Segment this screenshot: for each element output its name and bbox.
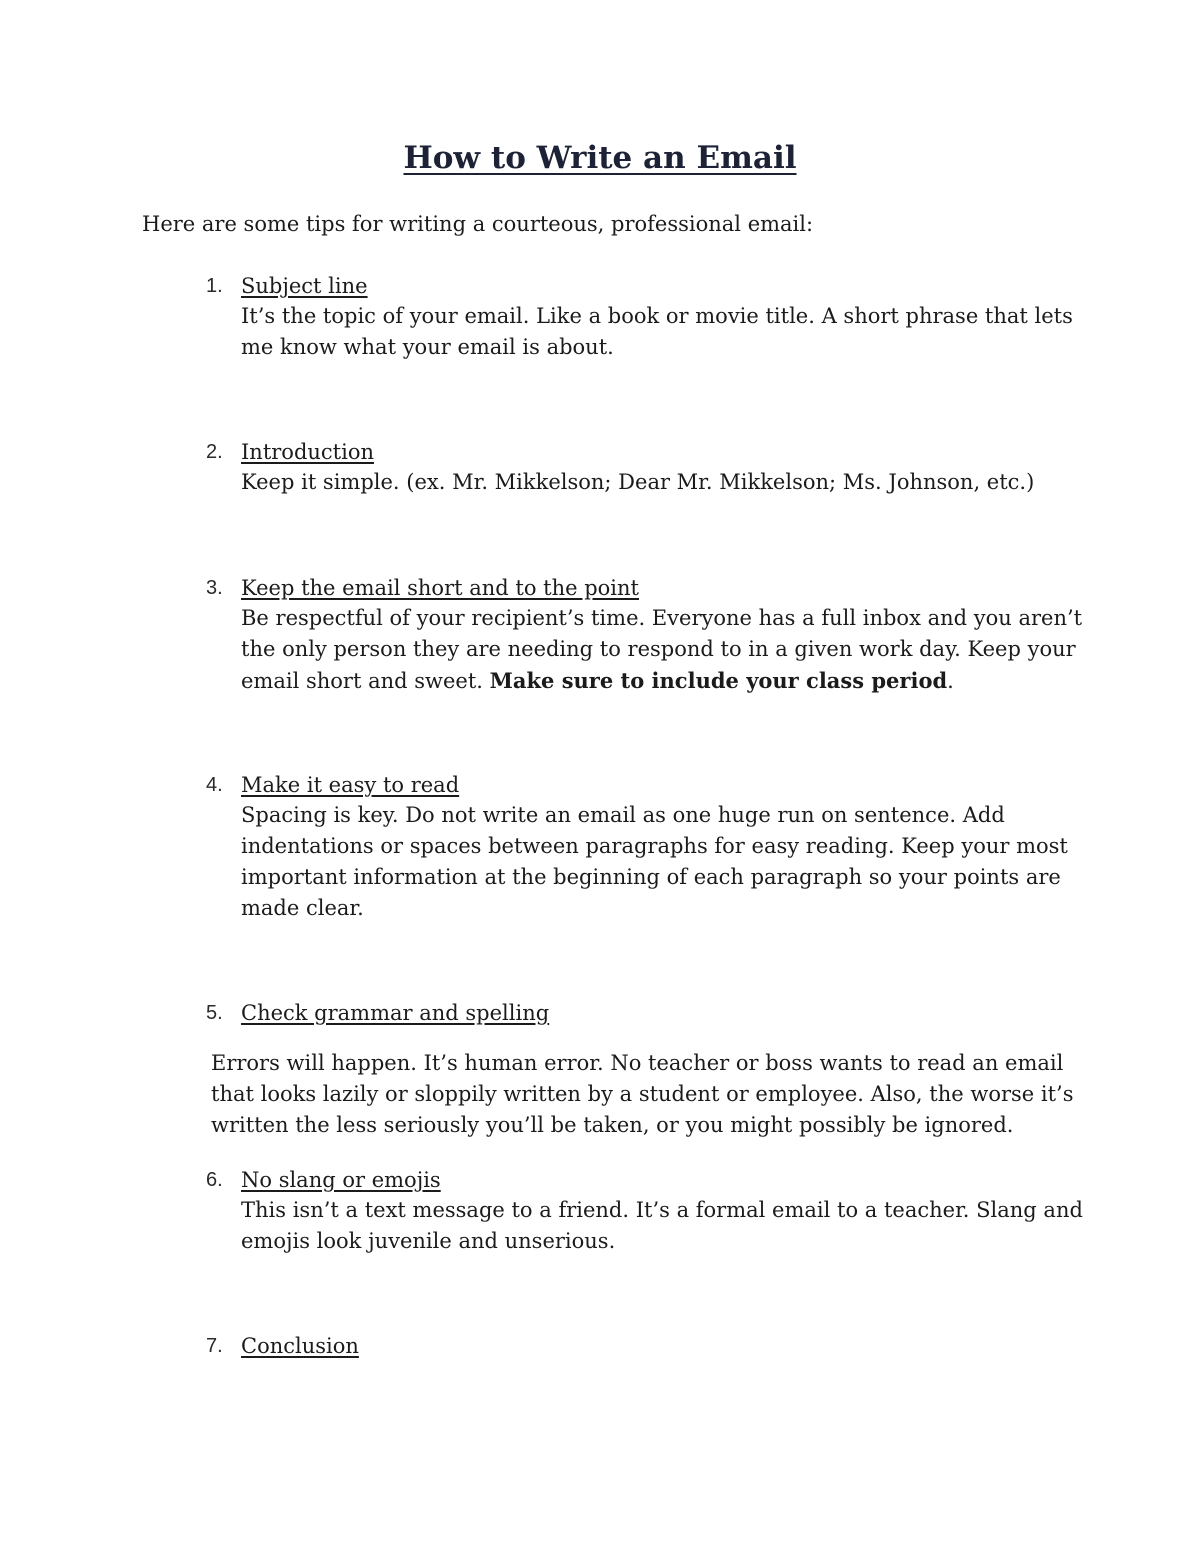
item-heading: Check grammar and spelling [241, 1001, 550, 1025]
body-line: the only person they are needing to respond to in a given work day. Keep your [241, 637, 1076, 661]
item-number: 7. [206, 1335, 223, 1357]
body-line: important information at the beginning of each paragraph so your points are [241, 865, 1061, 889]
item-heading: Introduction [241, 440, 374, 464]
item-body [241, 1195, 1083, 1257]
item-number: 5. [206, 1002, 223, 1024]
item-number: 1. [206, 275, 223, 297]
body-line: emojis look juvenile and unserious. [241, 1229, 616, 1253]
class-period-emphasis: Make sure to include your class period [489, 668, 948, 693]
item-heading: Make it easy to read [241, 773, 460, 797]
body-text: email short and sweet. [241, 669, 490, 693]
body-line: This isn’t a text message to a friend. It’s a formal email to a teacher. Slang and [241, 1198, 1083, 1222]
intro-text: Here are some tips for writing a courteous, professional email: [142, 212, 814, 236]
item-heading: Keep the email short and to the point [241, 576, 639, 600]
body-line: that looks lazily or sloppily written by a student or employee. Also, the worse it’s [211, 1082, 1074, 1106]
body-line: Errors will happen. It’s human error. No teacher or boss wants to read an email [211, 1051, 1064, 1075]
body-line: Keep it simple. (ex. Mr. Mikkelson; Dear Mr. Mikkelson; Ms. Johnson, etc.) [241, 470, 1035, 494]
item-number: 6. [206, 1169, 223, 1191]
item-body [241, 603, 1083, 697]
body-line: me know what your email is about. [241, 335, 614, 359]
item-body [241, 301, 1071, 363]
item-number: 2. [206, 441, 223, 463]
body-line: It’s the topic of your email. Like a book or movie title. A short phrase that lets [241, 304, 1073, 328]
body-text: . [947, 669, 954, 693]
body-line: Be respectful of your recipient’s time. Everyone has a full inbox and you aren’t [241, 606, 1083, 630]
item-heading: Conclusion [241, 1334, 359, 1358]
item-heading: Subject line [241, 274, 368, 298]
body-line: written the less seriously you’ll be taken, or you might possibly be ignored. [211, 1113, 1014, 1137]
body-line: made clear. [241, 896, 364, 920]
body-line: indentations or spaces between paragraphs for easy reading. Keep your most [241, 834, 1068, 858]
item-body [211, 1048, 1074, 1141]
item-heading: No slang or emojis [241, 1168, 441, 1192]
item-body [241, 800, 1071, 924]
body-line: Spacing is key. Do not write an email as one huge run on sentence. Add [241, 803, 1005, 827]
item-number: 4. [206, 774, 223, 796]
body-line [241, 665, 1071, 697]
item-number: 3. [206, 577, 223, 599]
item-body [241, 467, 1071, 498]
document-title: How to Write an Email [403, 140, 797, 176]
